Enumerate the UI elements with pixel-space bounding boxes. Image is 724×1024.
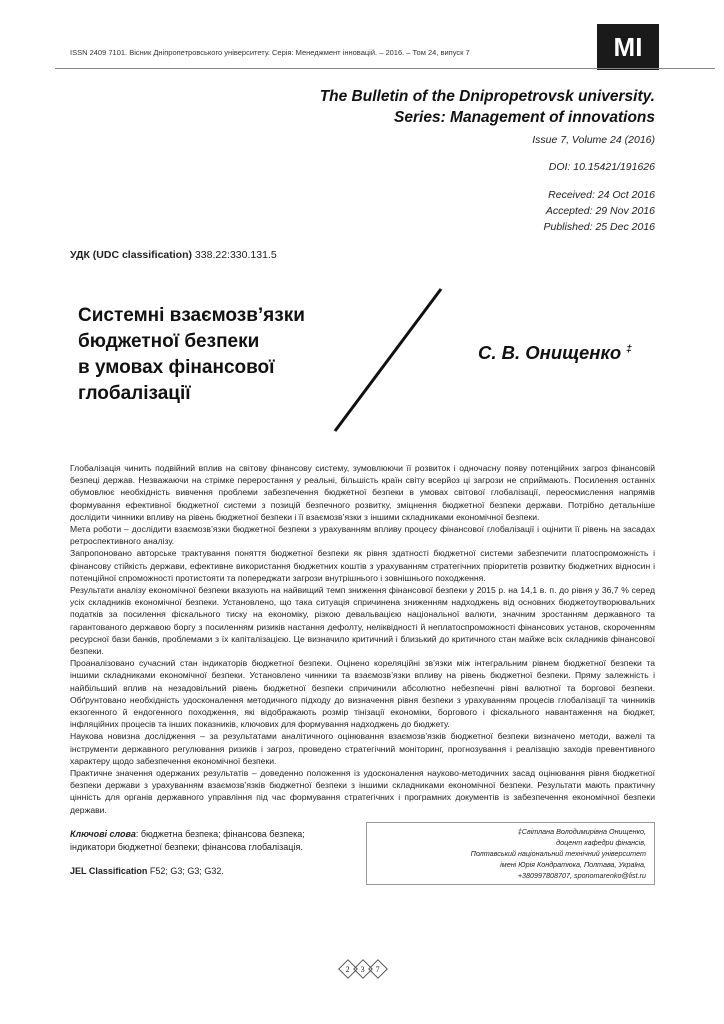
page-digit: 2 (346, 964, 350, 974)
udk-value: 338.22:330.131.5 (194, 249, 277, 261)
author-info-line: ‡Світлана Володимирівна Онищенко, (517, 826, 646, 836)
doi[interactable]: DOI: 10.15421/191626 (548, 161, 655, 173)
abstract-paragraph: Проаналізовано сучасний стан індикаторів бюджетної безпеки. Оцінено кореляційні зв’язки між інтегральним рівнем бюджетної безпеки та іншими складниками економічної безпеки. Установлено чинники та взаємозв’язки впливу на рівень бюджетної безпеки. Пряму залежність і найбільший вплив на незадовільний рівень бюджетної безпеки спричинили абсолютно небезпечні рівні валютної та боргової безпеки. Обґрунтовано необхідність удосконалення методичного підходу до визначення рівня безпеки з урахуванням процесів глобалізації та чинників екзогенного й ендогенного походження, які відображають розмір тінізації економіки, боргового і фіскального навантаження на бюджет, інфляційних процесів та інших показників, ключових для формування надходжень до бюджету. (70, 658, 655, 730)
abstract (70, 462, 655, 816)
page-number (341, 962, 385, 976)
abstract-paragraph: Результати аналізу економічної безпеки вказують на найвищий темп зниження фінансової безпеки у 2015 р. на 14,1 в. п. до рівня у 36,7 % серед усіх складників економічної безпеки. Установлено, що така ситуація спричинена зниженням надходжень від основних бюджетоутворювальних податків за посилення фіскального тиску на економіку, різкою девальвацією національної валюти, значним зростанням державного та гарантованого державою боргу з посиленням ризиків настання дефолту, неліквідності й неплатоспроможності фінансових установ, скороченням ресурсної бази банків, проблемами з їх капіталізацією. Це визначило критичний і близький до критичного стан майже всіх складників фінансової безпеки. (70, 585, 655, 657)
abstract-paragraph: Практичне значення одержаних результатів – доведенно положення із удосконалення науково-методичних засад оцінювання рівня бюджетної безпеки держави з урахуванням взаємозв’язків бюджетної безпеки з іншими складниками економічної безпеки. Результати мають практичну цінність для органів державного управління під час формування стратегічних і програмних документів із забезпечення економічної безпеки держави. (70, 768, 655, 815)
received-date: Received: 24 Oct 2016 (548, 189, 655, 201)
page-digit: 3 (361, 964, 365, 974)
keywords-text: : бюджетна безпека; фінансова безпека; індикатори бюджетної безпеки; фінансова глобалізація. (70, 828, 305, 852)
running-header: ISSN 2409 7101. Вісник Дніпропетровського університету. Серія: Менеджмент інновацій. – 2016. – Том 24, випуск 7 (70, 48, 470, 57)
abstract-paragraph: Глобалізація чинить подвійний вплив на світову фінансову систему, зумовлюючи її розвиток і одночасну появу потенційних загроз фінансовій безпеці держав. Незважаючи на стрімке переростання у реальні, більшість країн світу всерйоз ці загрози не сприймають. Посилення останніх обумовлює необхідність вивчення проблеми забезпечення бюджетної безпеки в умовах світової глобалізації, переосмислення напрямів формування ефективної бюджетної системи з позицій безпечного розвитку, зміцнення бюджетної безпеки держави. Потрібно детальніше дослідити чинники впливу на рівень бюджетної безпеки і її взаємозв’язки з іншими складниками економічної безпеки. (70, 463, 655, 522)
page-digit: 7 (376, 964, 380, 974)
title-line: бюджетної безпеки (78, 331, 260, 352)
author-text: С. В. Онищенко (478, 342, 622, 363)
issue-info: Issue 7, Volume 24 (2016) (532, 134, 655, 146)
author-info-line: імені Юрія Кондратюка, Полтава, Україна, (500, 859, 646, 869)
title-line: в умовах фінансової (78, 357, 275, 378)
abstract-paragraph: Мета роботи – дослідити взаємозв’язки бюджетної безпеки з урахуванням впливу процесу фінансової глобалізації і оцінити її рівень на засадах ретроспективного аналізу. (70, 524, 655, 547)
journal-title-line: The Bulletin of the Dnipropetrovsk university. (319, 88, 655, 105)
author-info-box (366, 822, 655, 885)
published-date: Published: 25 Dec 2016 (543, 221, 655, 233)
author-name (478, 342, 632, 364)
keywords-label: Ключові слова (70, 828, 136, 839)
abstract-paragraph: Наукова новизна дослідження – за результатами аналітичного оцінювання взаємозв’язків бюджетної безпеки визначено методи, важелі та інструменти державного регулювання ризиків і загроз, проведено стратегічний моніторинг, прогнозування і реалізацію заходів превентивного характеру щодо забезпечення економічної безпеки. (70, 731, 655, 766)
accepted-date: Accepted: 29 Nov 2016 (545, 205, 655, 217)
keywords-column (70, 822, 335, 876)
author-info-line: доцент кафедри фінансів, (556, 837, 646, 847)
abstract-paragraph: Запропоновано авторське трактування поняття бюджетної безпеки як рівня здатності бюджетної системи забезпечити платоспроможність і фінансову стійкість держави, ефективне використання бюджетних коштів з урахуванням стратегічних пріоритетів розвитку бюджетних відносин і потенційної спроможності протистояти та попереджати загрози внутрішнього і зовнішнього походження. (70, 548, 655, 583)
title-line: глобалізації (78, 383, 191, 404)
udk-label: УДК (UDC classification) (70, 249, 192, 261)
journal-title-line: Series: Management of innovations (394, 109, 655, 126)
journal-logo: MI (597, 24, 659, 70)
title-line: Системні взаємозв’язки (78, 305, 305, 326)
keywords (70, 828, 335, 854)
jel-classification (70, 866, 335, 876)
body-flow (70, 462, 655, 885)
author-info-line: Полтавський національний технічний університет (470, 848, 646, 858)
jel-label: JEL Classification (70, 865, 148, 876)
jel-value: F52; G3; G3; G32. (149, 865, 224, 876)
page-digit-diamond (368, 959, 388, 979)
author-footnote-mark: ‡ (626, 343, 632, 355)
bottom-section (70, 822, 655, 885)
author-info-line: +380997808707, sponomarenko@list.ru (517, 870, 646, 880)
